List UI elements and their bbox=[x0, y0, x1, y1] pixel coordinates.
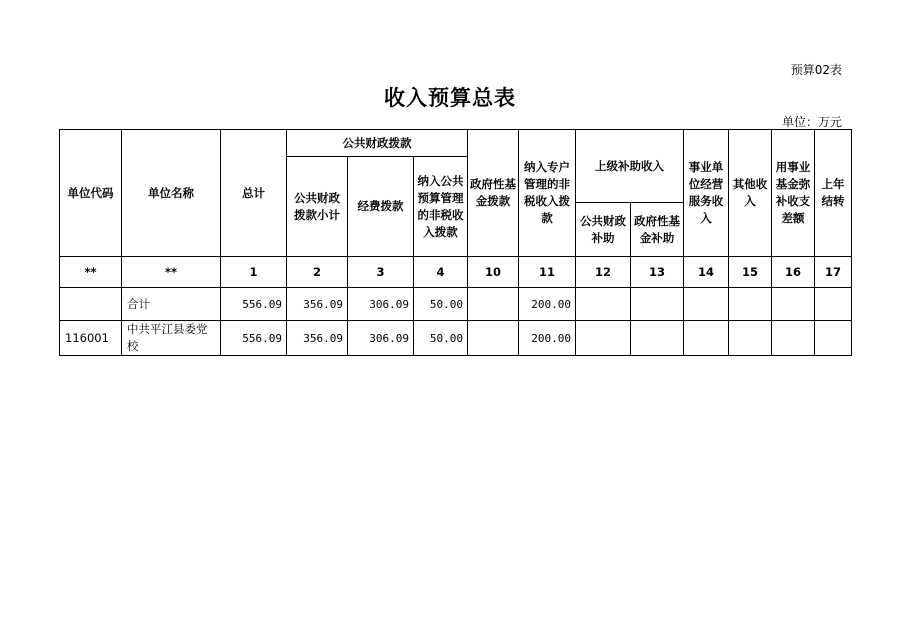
cell-empty bbox=[631, 288, 684, 321]
cell-empty bbox=[684, 288, 729, 321]
cell-subtotal: 356.09 bbox=[287, 321, 348, 356]
table-row-total bbox=[60, 288, 852, 321]
page-title: 收入预算总表 bbox=[384, 86, 516, 110]
index-cell: 3 bbox=[348, 257, 414, 288]
header-total: 总计 bbox=[221, 130, 287, 257]
cell-empty bbox=[815, 321, 852, 356]
cell-name: 合计 bbox=[122, 288, 221, 321]
header-public-fiscal: 公共财政拨款 bbox=[287, 130, 468, 157]
index-cell: 12 bbox=[576, 257, 631, 288]
header-funds-appropriation: 经费拨款 bbox=[348, 157, 414, 257]
cell-gov-fund bbox=[468, 288, 519, 321]
header-other-income: 其他收入 bbox=[729, 130, 772, 257]
cell-empty bbox=[576, 288, 631, 321]
header-gov-fund: 政府性基金拨款 bbox=[468, 130, 519, 257]
cell-empty bbox=[729, 321, 772, 356]
header-gov-fund-subsidy: 政府性基金补助 bbox=[631, 203, 684, 257]
income-budget-table bbox=[59, 129, 852, 356]
cell-funds: 306.09 bbox=[348, 321, 414, 356]
index-cell: 17 bbox=[815, 257, 852, 288]
header-fund-balance: 用事业基金弥补收支差额 bbox=[772, 130, 815, 257]
index-cell: 13 bbox=[631, 257, 684, 288]
header-unit-name: 单位名称 bbox=[122, 130, 221, 257]
cell-name: 中共平江县委党校 bbox=[122, 321, 221, 356]
cell-non-tax: 50.00 bbox=[414, 321, 468, 356]
table-row bbox=[60, 321, 852, 356]
cell-total: 556.09 bbox=[221, 321, 287, 356]
cell-code: 116001 bbox=[60, 321, 122, 356]
cell-funds: 306.09 bbox=[348, 288, 414, 321]
cell-empty bbox=[729, 288, 772, 321]
index-cell: 1 bbox=[221, 257, 287, 288]
index-cell: 2 bbox=[287, 257, 348, 288]
index-cell: 16 bbox=[772, 257, 815, 288]
form-number: 预算02表 bbox=[790, 63, 842, 77]
index-cell: ** bbox=[60, 257, 122, 288]
cell-empty bbox=[772, 288, 815, 321]
header-public-fiscal-subtotal: 公共财政拨款小计 bbox=[287, 157, 348, 257]
cell-gov-fund bbox=[468, 321, 519, 356]
header-prior-year: 上年结转 bbox=[815, 130, 852, 257]
cell-subtotal: 356.09 bbox=[287, 288, 348, 321]
index-cell: 11 bbox=[519, 257, 576, 288]
cell-empty bbox=[576, 321, 631, 356]
cell-code bbox=[60, 288, 122, 321]
index-cell: 4 bbox=[414, 257, 468, 288]
cell-empty bbox=[772, 321, 815, 356]
index-cell: 14 bbox=[684, 257, 729, 288]
cell-empty bbox=[631, 321, 684, 356]
header-public-fiscal-subsidy: 公共财政补助 bbox=[576, 203, 631, 257]
header-non-tax-in-budget: 纳入公共预算管理的非税收入拨款 bbox=[414, 157, 468, 257]
cell-special: 200.00 bbox=[519, 288, 576, 321]
unit-label: 单位：万元 bbox=[781, 115, 842, 129]
header-business-income: 事业单位经营服务收入 bbox=[684, 130, 729, 257]
cell-empty bbox=[815, 288, 852, 321]
cell-special: 200.00 bbox=[519, 321, 576, 356]
header-upper-subsidy: 上级补助收入 bbox=[576, 130, 684, 203]
header-unit-code: 单位代码 bbox=[60, 130, 122, 257]
cell-non-tax: 50.00 bbox=[414, 288, 468, 321]
cell-empty bbox=[684, 321, 729, 356]
cell-total: 556.09 bbox=[221, 288, 287, 321]
header-special-non-tax: 纳入专户管理的非税收入拨款 bbox=[519, 130, 576, 257]
index-cell: ** bbox=[122, 257, 221, 288]
index-cell: 10 bbox=[468, 257, 519, 288]
index-cell: 15 bbox=[729, 257, 772, 288]
